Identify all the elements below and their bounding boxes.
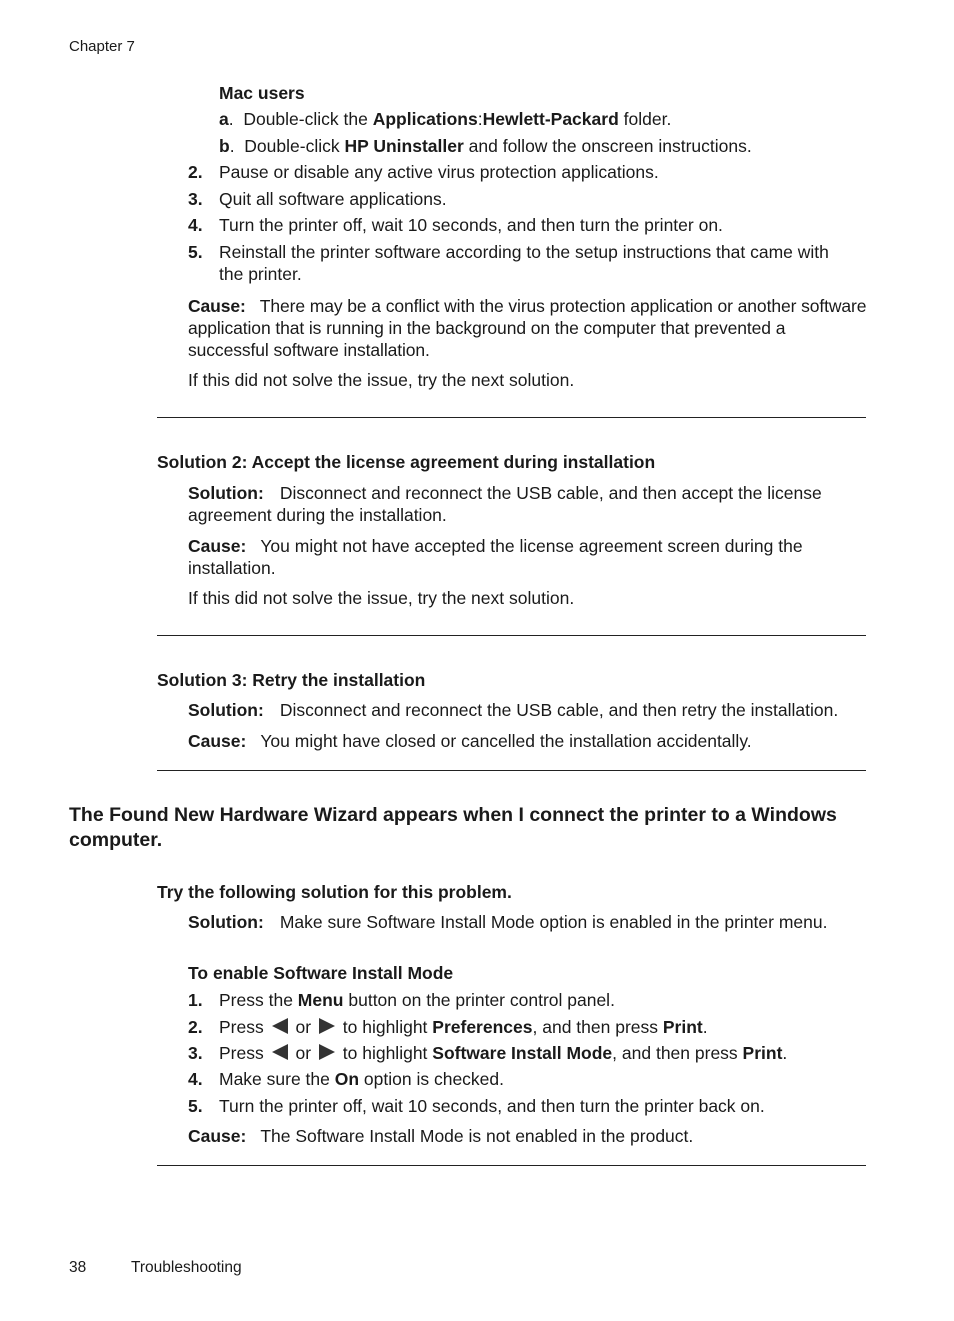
step-number: 4.	[188, 215, 203, 235]
section-heading-line: computer.	[69, 829, 163, 851]
solution-paragraph	[188, 912, 827, 933]
next-solution-note: If this did not solve the issue, try the next solution.	[188, 370, 575, 390]
step-text: Pause or disable any active virus protection applications.	[219, 162, 659, 182]
step-text: Press the Menu button on the printer control panel.	[219, 990, 615, 1010]
step-text: Make sure the On option is checked.	[219, 1069, 505, 1089]
divider	[157, 1165, 866, 1166]
cause-paragraph	[188, 1126, 693, 1147]
print-label: Print	[742, 1043, 783, 1063]
step-text: Turn the printer off, wait 10 seconds, and then turn the printer back on.	[219, 1096, 765, 1116]
section-heading	[69, 803, 837, 853]
cause-text: The Software Install Mode is not enabled in the product.	[260, 1126, 694, 1146]
solution-2-heading: Solution 2: Accept the license agreement during installation	[157, 452, 656, 472]
right-arrow-icon	[319, 1018, 335, 1034]
divider	[157, 770, 866, 771]
divider	[157, 635, 866, 636]
step-text: Press or to highlight Preferences, and then press Print.	[219, 1017, 708, 1037]
divider	[157, 417, 866, 418]
solution-paragraph	[188, 482, 868, 526]
step-text: folder.	[618, 109, 672, 129]
step-number: 2.	[188, 162, 203, 182]
step-text: Quit all software applications.	[219, 189, 447, 209]
step-number: 2.	[188, 1017, 203, 1037]
step-number: 4.	[188, 1069, 203, 1089]
cause-paragraph	[188, 535, 868, 579]
solution-text: Make sure Software Install Mode option is enabled in the printer menu.	[279, 912, 828, 932]
step-text-continued: the printer.	[219, 264, 302, 284]
solution-label: Solution:	[188, 912, 264, 932]
step-text: Turn the printer off, wait 10 seconds, and then turn the printer on.	[219, 215, 723, 235]
mac-step-b: b. Double-click HP Uninstaller and follow the onscreen instructions.	[219, 136, 752, 156]
on-label: On	[334, 1069, 360, 1089]
menu-label: Menu	[297, 990, 344, 1010]
step-marker: b	[219, 136, 230, 156]
solution-paragraph	[188, 700, 838, 721]
step-text: Double-click the	[243, 109, 373, 129]
solution-label: Solution:	[188, 483, 264, 503]
cause-label: Cause:	[188, 296, 246, 316]
procedure-heading: To enable Software Install Mode	[188, 963, 454, 983]
cause-paragraph	[188, 731, 752, 752]
step-number: 1.	[188, 990, 203, 1010]
cause-label: Cause:	[188, 536, 247, 556]
step-number: 5.	[188, 1096, 203, 1116]
solution-text: Disconnect and reconnect the USB cable, and then retry the installation.	[279, 700, 839, 720]
right-arrow-icon	[319, 1044, 335, 1060]
solution-3-heading: Solution 3: Retry the installation	[157, 670, 426, 690]
cause-text: There may be a conflict with the virus protection application or another software application that is running in the background on the computer that prevented a successful software installation.	[188, 296, 867, 360]
cause-paragraph	[188, 295, 868, 361]
hewlett-packard-label: Hewlett-Packard	[482, 109, 619, 129]
section-heading-line: The Found New Hardware Wizard appears when I connect the printer to a Windows	[69, 804, 837, 826]
step-text: Double-click	[244, 136, 345, 156]
colon: :	[477, 109, 483, 129]
solution-text: Disconnect and reconnect the USB cable, and then accept the license agreement during the installation.	[188, 483, 822, 525]
left-arrow-icon	[272, 1044, 288, 1060]
cause-text: You might have closed or cancelled the installation accidentally.	[260, 731, 752, 751]
mac-step-a: a. Double-click the Applications:Hewlett-Packard folder.	[219, 109, 672, 129]
step-text: Press or to highlight Software Install Mode, and then press Print.	[219, 1043, 788, 1063]
cause-label: Cause:	[188, 1126, 247, 1146]
step-marker: a	[219, 109, 229, 129]
step-text: Reinstall the printer software according to the setup instructions that came with	[219, 242, 829, 262]
step-number: 5.	[188, 242, 203, 262]
try-solution-heading: Try the following solution for this problem.	[157, 882, 512, 902]
left-arrow-icon	[272, 1018, 288, 1034]
cause-label: Cause:	[188, 731, 247, 751]
hp-uninstaller-label: HP Uninstaller	[344, 136, 464, 156]
step-text: and follow the onscreen instructions.	[463, 136, 752, 156]
step-number: 3.	[188, 1043, 203, 1063]
page-number: 38	[69, 1259, 87, 1276]
footer-section-title: Troubleshooting	[131, 1259, 242, 1276]
chapter-header: Chapter 7	[69, 38, 135, 55]
step-number: 3.	[188, 189, 203, 209]
applications-label: Applications	[372, 109, 478, 129]
solution-label: Solution:	[188, 700, 264, 720]
print-label: Print	[662, 1017, 703, 1037]
preferences-label: Preferences	[432, 1017, 533, 1037]
next-solution-note: If this did not solve the issue, try the next solution.	[188, 588, 575, 608]
cause-text: You might not have accepted the license agreement screen during the installation.	[188, 536, 803, 578]
mac-users-heading: Mac users	[219, 83, 305, 103]
software-install-mode-label: Software Install Mode	[432, 1043, 613, 1063]
